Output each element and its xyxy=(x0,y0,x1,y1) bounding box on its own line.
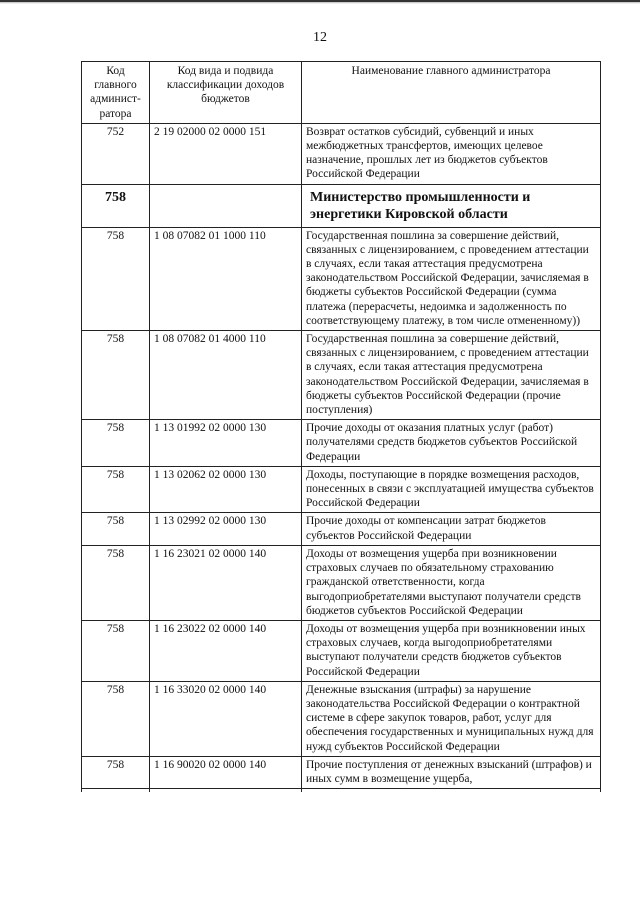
ministry-empty-cell xyxy=(150,184,302,227)
row-admin-code: 758 xyxy=(82,756,150,788)
row-revenue-code: 1 16 23021 02 0000 140 xyxy=(150,545,302,620)
table-row xyxy=(82,466,601,513)
row-admin-code xyxy=(82,789,150,793)
header-admin-code: Код главного админист-ратора xyxy=(82,62,150,124)
table-row xyxy=(82,420,601,467)
table-header-row xyxy=(82,62,601,124)
ministry-row xyxy=(82,184,601,227)
row-revenue-code: 1 16 33020 02 0000 140 xyxy=(150,681,302,756)
row-description: Доходы, поступающие в порядке возмещения расходов, понесенных в связи с эксплуатацией имущества субъектов Российской Федерации xyxy=(302,466,601,513)
table-row xyxy=(82,227,601,330)
row-revenue-code: 1 13 01992 02 0000 130 xyxy=(150,420,302,467)
row-revenue-code: 1 16 23022 02 0000 140 xyxy=(150,620,302,681)
ministry-name: Министерство промышленности и энергетики Кировской области xyxy=(302,184,601,227)
row-admin-code: 752 xyxy=(82,123,150,184)
table-row xyxy=(82,123,601,184)
row-revenue-code: 2 19 02000 02 0000 151 xyxy=(150,123,302,184)
row-description: Прочие доходы от компенсации затрат бюджетов субъектов Российской Федерации xyxy=(302,513,601,545)
table-row xyxy=(82,756,601,788)
row-admin-code: 758 xyxy=(82,466,150,513)
row-admin-code: 758 xyxy=(82,545,150,620)
row-revenue-code: 1 13 02992 02 0000 130 xyxy=(150,513,302,545)
page-number: 12 xyxy=(313,30,327,45)
table-row xyxy=(82,331,601,420)
row-admin-code: 758 xyxy=(82,513,150,545)
header-revenue-code: Код вида и подвида классификации доходов бюджетов xyxy=(150,62,302,124)
row-description: Государственная пошлина за совершение действий, связанных с лицензированием, с проведением аттестации в случаях, если такая аттестация предусмотрена законодательством Российской Федерации, зачисляемая в бюджеты субъектов Российской Федерации (прочие поступления) xyxy=(302,331,601,420)
row-description: Государственная пошлина за совершение действий, связанных с лицензированием, с проведением аттестации в случаях, если такая аттестация предусмотрена законодательством Российской Федерации, зачисляемая в бюджеты субъектов Российской Федерации (сумма платежа (перерасчеты, недоимка и задолженность по соответствующему платежу, в том числе отмененному)) xyxy=(302,227,601,330)
table-row xyxy=(82,789,601,793)
row-description: Доходы от возмещения ущерба при возникновении страховых случаев по обязательному страхованию гражданской ответственности, когда выгодоприобретателями выступают получатели средств бюджетов субъектов Российской Федерации xyxy=(302,545,601,620)
table-row xyxy=(82,513,601,545)
revenue-classification-table xyxy=(81,61,601,792)
table-row xyxy=(82,545,601,620)
row-revenue-code: 1 08 07082 01 1000 110 xyxy=(150,227,302,330)
row-revenue-code: 1 13 02062 02 0000 130 xyxy=(150,466,302,513)
row-description: Прочие поступления от денежных взысканий (штрафов) и иных сумм в возмещение ущерба, xyxy=(302,756,601,788)
row-admin-code: 758 xyxy=(82,420,150,467)
row-admin-code: 758 xyxy=(82,227,150,330)
row-admin-code: 758 xyxy=(82,681,150,756)
table-row xyxy=(82,620,601,681)
row-admin-code: 758 xyxy=(82,620,150,681)
table-row xyxy=(82,681,601,756)
row-revenue-code: 1 16 90020 02 0000 140 xyxy=(150,756,302,788)
row-revenue-code: 1 08 07082 01 4000 110 xyxy=(150,331,302,420)
row-description: Доходы от возмещения ущерба при возникновении иных страховых случаев, когда выгодоприобретателями выступают получатели средств бюджетов субъектов Российской Федерации xyxy=(302,620,601,681)
row-description: Денежные взыскания (штрафы) за нарушение законодательства Российской Федерации о контрактной системе в сфере закупок товаров, работ, услуг для обеспечения государственных и муниципальных нужд для нужд субъектов Российской Федерации xyxy=(302,681,601,756)
header-admin-name: Наименование главного администратора xyxy=(302,62,601,124)
scan-top-rule xyxy=(0,0,640,4)
ministry-code: 758 xyxy=(82,184,150,227)
row-description: Прочие доходы от оказания платных услуг (работ) получателями средств бюджетов субъектов Российской Федерации xyxy=(302,420,601,467)
row-description xyxy=(302,789,601,793)
row-revenue-code xyxy=(150,789,302,793)
row-admin-code: 758 xyxy=(82,331,150,420)
row-description: Возврат остатков субсидий, субвенций и иных межбюджетных трансфертов, имеющих целевое назначение, прошлых лет из бюджетов субъектов Российской Федерации xyxy=(302,123,601,184)
